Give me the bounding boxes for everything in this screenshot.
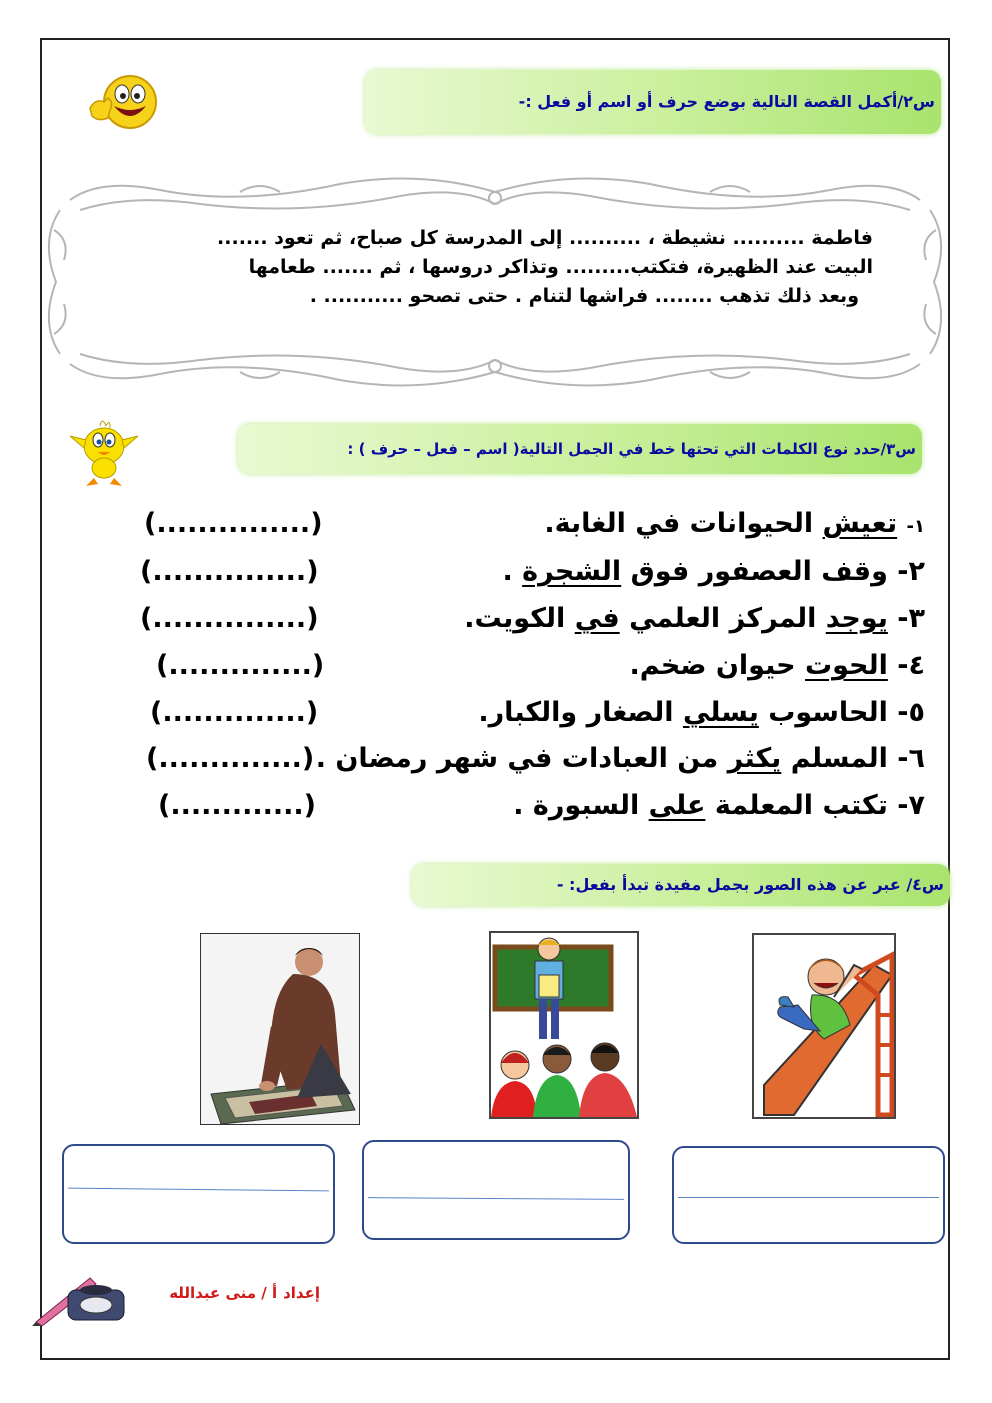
sentence-3: ٣- يوجد المركز العلمي في الكويت. (...............): [140, 603, 925, 634]
story-paragraph: [98, 224, 873, 311]
credit-name: أ / منى عبدالله: [169, 1284, 278, 1302]
tweety-bird-icon: [64, 410, 144, 492]
answer-blank[interactable]: (..............): [156, 650, 325, 681]
sentence-5: ٥- الحاسوب يسلي الصغار والكبار. (..............): [150, 697, 925, 728]
answer-blank[interactable]: (.............): [158, 790, 317, 821]
question-2-title: س٢/أكمل القصة التالية بوضع حرف أو اسم أو فعل :-: [518, 92, 935, 111]
underlined-word: الشجرة: [522, 556, 622, 587]
answer-blank[interactable]: (...............): [140, 603, 319, 634]
underlined-word: يوجد: [825, 603, 888, 634]
sentence-1: ١- تعيش الحيوانات في الغابة. (...............): [144, 508, 925, 539]
smiley-thumbs-up-icon: [86, 72, 162, 134]
answer-blank[interactable]: (...............): [140, 556, 319, 587]
sentence-2: ٢- وقف العصفور فوق الشجرة . (...............): [140, 556, 925, 587]
credit-label: إعداد: [283, 1284, 320, 1302]
teacher-classroom-picture: [489, 931, 639, 1119]
underlined-word: يكثر: [727, 743, 782, 774]
answer-blank[interactable]: (..............): [150, 697, 319, 728]
underlined-word: الحوت: [804, 650, 888, 681]
underlined-word: تعيش: [822, 508, 898, 539]
underlined-word: يسلي: [682, 697, 759, 728]
answer-blank[interactable]: (...............): [144, 508, 323, 539]
answer-blank[interactable]: (..............): [146, 743, 315, 774]
story-line: وبعد ذلك تذهب ........ فراشها لتنام . حتى تصحو ........... .: [309, 285, 859, 307]
sentence-6: ٦- المسلم يكثر من العبادات في شهر رمضان . (..............): [146, 743, 925, 774]
question-3-banner: [238, 424, 922, 474]
sentence-7: ٧- تكتب المعلمة على السبورة . (.............): [158, 790, 925, 821]
underlined-word: على: [648, 790, 706, 821]
question-4-banner: [412, 864, 950, 906]
praying-man-picture: [200, 933, 360, 1125]
boy-on-slide-picture: [752, 933, 896, 1119]
question-3-title: س٣/حدد نوع الكلمات التي تحتها خط في الجمل التالية( اسم – فعل – حرف ) :: [347, 440, 916, 458]
sentence-4: ٤- الحوت حيوان ضخم. (..............): [156, 650, 925, 681]
author-credit: [140, 1284, 320, 1302]
underlined-word: في: [574, 603, 620, 634]
answer-box-slide[interactable]: [672, 1146, 945, 1244]
answer-box-praying[interactable]: [62, 1144, 335, 1244]
question-4-title: س٤/ عبر عن هذه الصور بجمل مفيدة تبدأ بفعل: -: [556, 875, 944, 894]
answer-box-teacher[interactable]: [362, 1140, 630, 1240]
pen-and-inkwell-icon: [30, 1270, 130, 1326]
question-2-banner: [365, 70, 941, 134]
story-line: فاطمة .......... نشيطة ، .......... إلى المدرسة كل صباح، ثم تعود .......: [217, 227, 873, 249]
story-line: البيت عند الظهيرة، فتكتب......... وتذاكر دروسها ، ثم ....... طعامها: [248, 256, 873, 278]
